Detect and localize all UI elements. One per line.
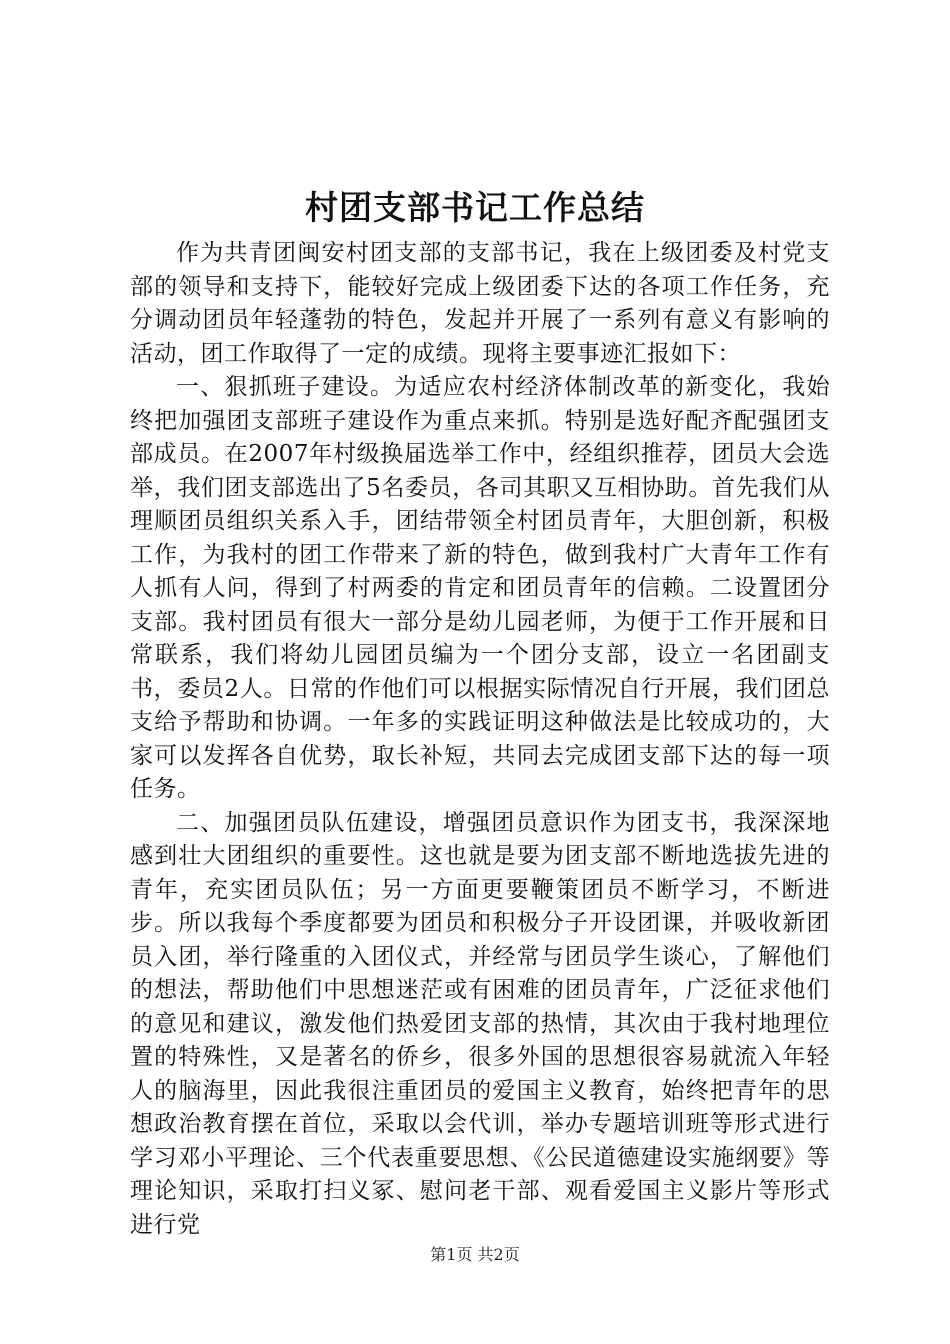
paragraph-section-2: 二、加强团员队伍建设，增强团员意识作为团支书，我深深地感到壮大团组织的重要性。这也就是要为团支部不断地选拔先进的青年，充实团员队伍；另一方面更要鞭策团员不断学习，不断进步。所以我每个季度都要为团员和积极分子开设团课，并吸收新团员入团，举行隆重的入团仪式，并经常与团员学生谈心，了解他们的想法，帮助他们中思想迷茫或有困难的团员青年，广泛征求他们的意见和建议，激发他们热爱团支部的热情，其次由于我村地理位置的特殊性，又是著名的侨乡，很多外国的思想很容易就流入年轻人的脑海里，因此我很注重团员的爱国主义教育，始终把青年的思想政治教育摆在首位，采取以会代训，举办专题培训班等形式进行学习邓小平理论、三个代表重要思想、《公民道德建设实施纲要》等理论知识，采取打扫义冢、慰问老干部、观看爱国主义影片等形式进行党 bbox=[130, 809, 830, 1238]
document-body bbox=[130, 237, 830, 1242]
document-title: 村团支部书记工作总结 bbox=[305, 188, 645, 227]
page-number-footer: 第1页 共2页 bbox=[430, 1245, 520, 1264]
paragraph-intro: 作为共青团闽安村团支部的支部书记，我在上级团委及村党支部的领导和支持下，能较好完成上级团委下达的各项工作任务，充分调动团员年轻蓬勃的特色，发起并开展了一系列有意义有影响的活动，团工作取得了一定的成绩。现将主要事迹汇报如下： bbox=[130, 240, 830, 367]
paragraph-section-1: 一、狠抓班子建设。为适应农村经济体制改革的新变化，我始终把加强团支部班子建设作为重点来抓。特别是选好配齐配强团支部成员。在2007年村级换届选举工作中，经组织推荐，团员大会选举，我们团支部选出了5名委员，各司其职又互相协助。首先我们从理顺团员组织关系入手，团结带领全村团员青年，大胆创新，积极工作，为我村的团工作带来了新的特色，做到我村广大青年工作有人抓有人问，得到了村两委的肯定和团员青年的信赖。二设置团分支部。我村团员有很大一部分是幼儿园老师，为便于工作开展和日常联系，我们将幼儿园团员编为一个团分支部，设立一名团副支书，委员2人。日常的作他们可以根据实际情况自行开展，我们团总支给予帮助和协调。一年多的实践证明这种做法是比较成功的，大家可以发挥各自优势，取长补短，共同去完成团支部下达的每一项任务。 bbox=[130, 374, 830, 802]
